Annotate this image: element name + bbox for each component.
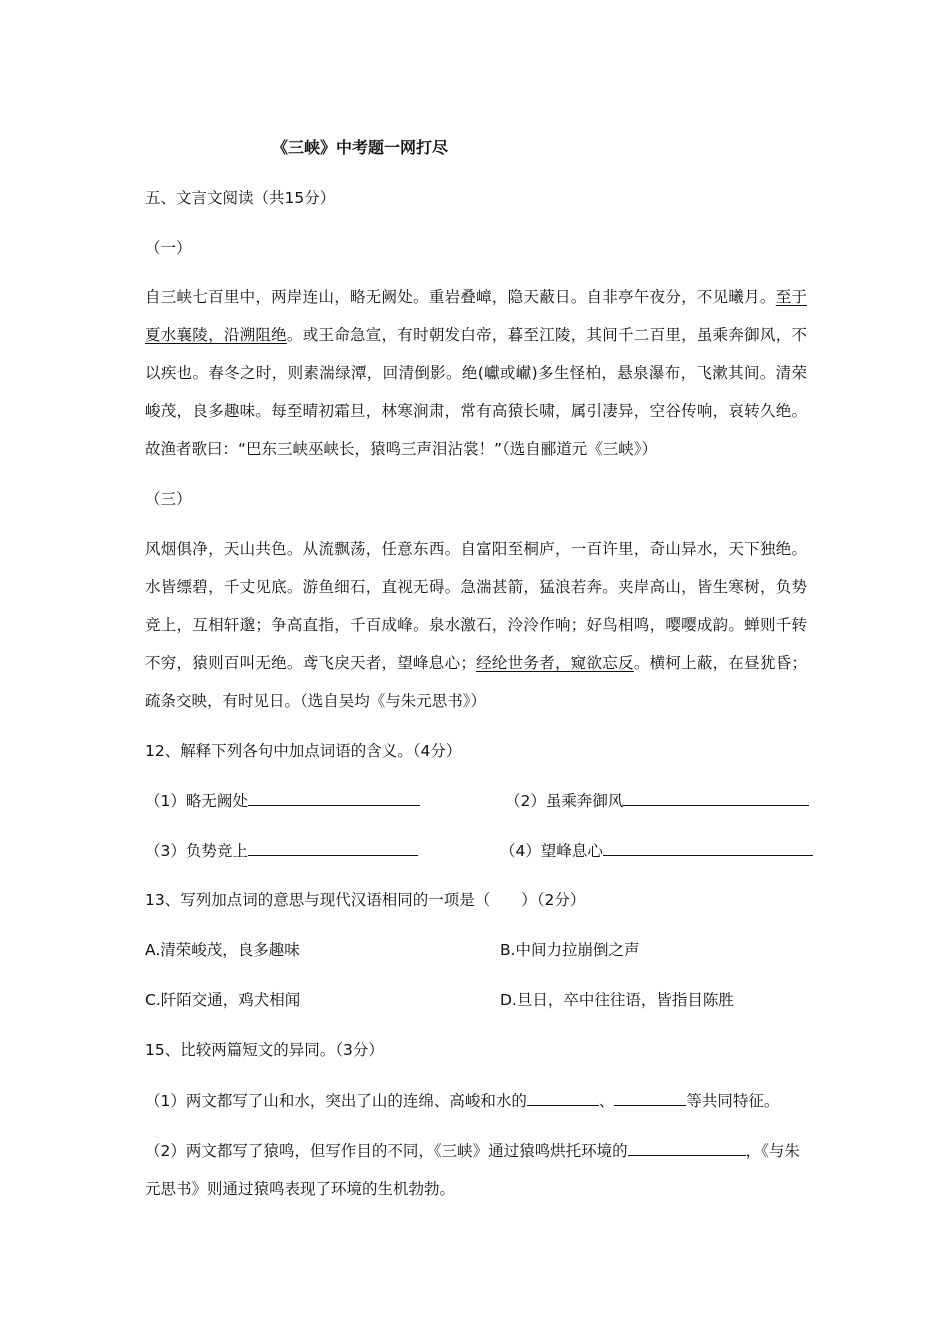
question-12-item-4: （4）望峰息心 [500,838,813,863]
passage-2-line: 疏条交映，有时见日。（选自吴均《与朱元思书》） [145,692,487,710]
question-15-item-2-cont: 元思书》则通过猿鸣表现了环境的生机勃勃。 [145,1180,456,1198]
section-heading: 五、文言文阅读（共15分） [145,189,336,207]
passage-1-line: 峻茂，良多趣味。每至晴初霜旦，林寒涧肃，常有高猿长啸，属引凄异，空谷传响，哀转久绝。 [145,402,807,420]
question-12-item-3: （3）负势竞上 [145,838,418,863]
answer-blank[interactable] [603,838,813,856]
passage-2-line: 风烟俱净，天山共色。从流飘荡，任意东西。自富阳至桐庐，一百许里，奇山异水，天下独绝。 [145,540,807,558]
underlined-phrase: 夏水襄陵，沿溯阻绝 [145,326,287,344]
question-13-option-a[interactable]: A.清荣峻茂，良多趣味 [145,941,300,959]
answer-blank[interactable] [527,1088,599,1106]
question-15-item-2: （2）两文都写了猿鸣，但写作目的不同，《三峡》通过猿鸣烘托环境的 ，《与朱 [145,1138,800,1163]
passage-1-line: 以疾也。春冬之时，则素湍绿潭，回清倒影。绝(巘或𪩘)多生怪柏，悬泉瀑布，飞漱其间。清荣 [145,364,807,382]
question-15-stem: 15、比较两篇短文的异同。（3分） [145,1041,384,1059]
question-12-item-1: （1）略无阙处 [145,788,420,813]
passage-2-line: 水皆缥碧，千丈见底。游鱼细石，直视无碍。急湍甚箭，猛浪若奔。夹岸高山，皆生寒树，负势 [145,578,807,596]
answer-blank[interactable] [628,1138,746,1156]
answer-blank[interactable] [248,838,418,856]
passage-1-label: （一） [145,239,192,257]
underlined-phrase: 至于 [775,288,807,306]
question-13-option-d[interactable]: D.旦日，卒中往往语，皆指目陈胜 [500,991,734,1009]
question-15-item-1: （1）两文都写了山和水，突出了山的连绵、高峻和水的 、 等共同特征。 [145,1088,779,1113]
question-13-option-c[interactable]: C.阡陌交通，鸡犬相闻 [145,991,301,1009]
passage-2-line: 竞上，互相轩邈；争高直指，千百成峰。泉水激石，泠泠作响；好鸟相鸣，嘤嘤成韵。蝉则千转 [145,616,807,634]
question-12-item-2: （2）虽乘奔御风 [505,788,809,813]
question-13-stem: 13、写列加点词的意思与现代汉语相同的一项是（ ）（2分） [145,891,586,909]
passage-2-label: （三） [145,490,192,508]
answer-blank[interactable] [623,788,809,806]
passage-2-line: 不穷，猿则百叫无绝。鸢飞戾天者，望峰息心；经纶世务者，窥欲忘反。横柯上蔽，在昼犹昏； [145,654,807,672]
question-12-stem: 12、解释下列各句中加点词语的含义。（4分） [145,742,462,760]
answer-blank[interactable] [614,1088,686,1106]
underlined-phrase: 经纶世务者，窥欲忘反 [475,654,634,672]
question-13-option-b[interactable]: B.中间力拉崩倒之声 [500,941,640,959]
passage-1-line: 自三峡七百里中，两岸连山，略无阙处。重岩叠嶂，隐天蔽日。自非亭午夜分，不见曦月。至于 [145,288,807,306]
page-title: 《三峡》中考题一网打尽 [272,138,449,157]
passage-1-line: 故渔者歌曰：“巴东三峡巫峡长，猿鸣三声泪沾裳！”（选自郦道元《三峡》） [145,440,658,458]
answer-blank[interactable] [248,788,420,806]
passage-1-line: 夏水襄陵，沿溯阻绝。或王命急宣，有时朝发白帝，暮至江陵，其间千二百里，虽乘奔御风，不 [145,326,807,344]
